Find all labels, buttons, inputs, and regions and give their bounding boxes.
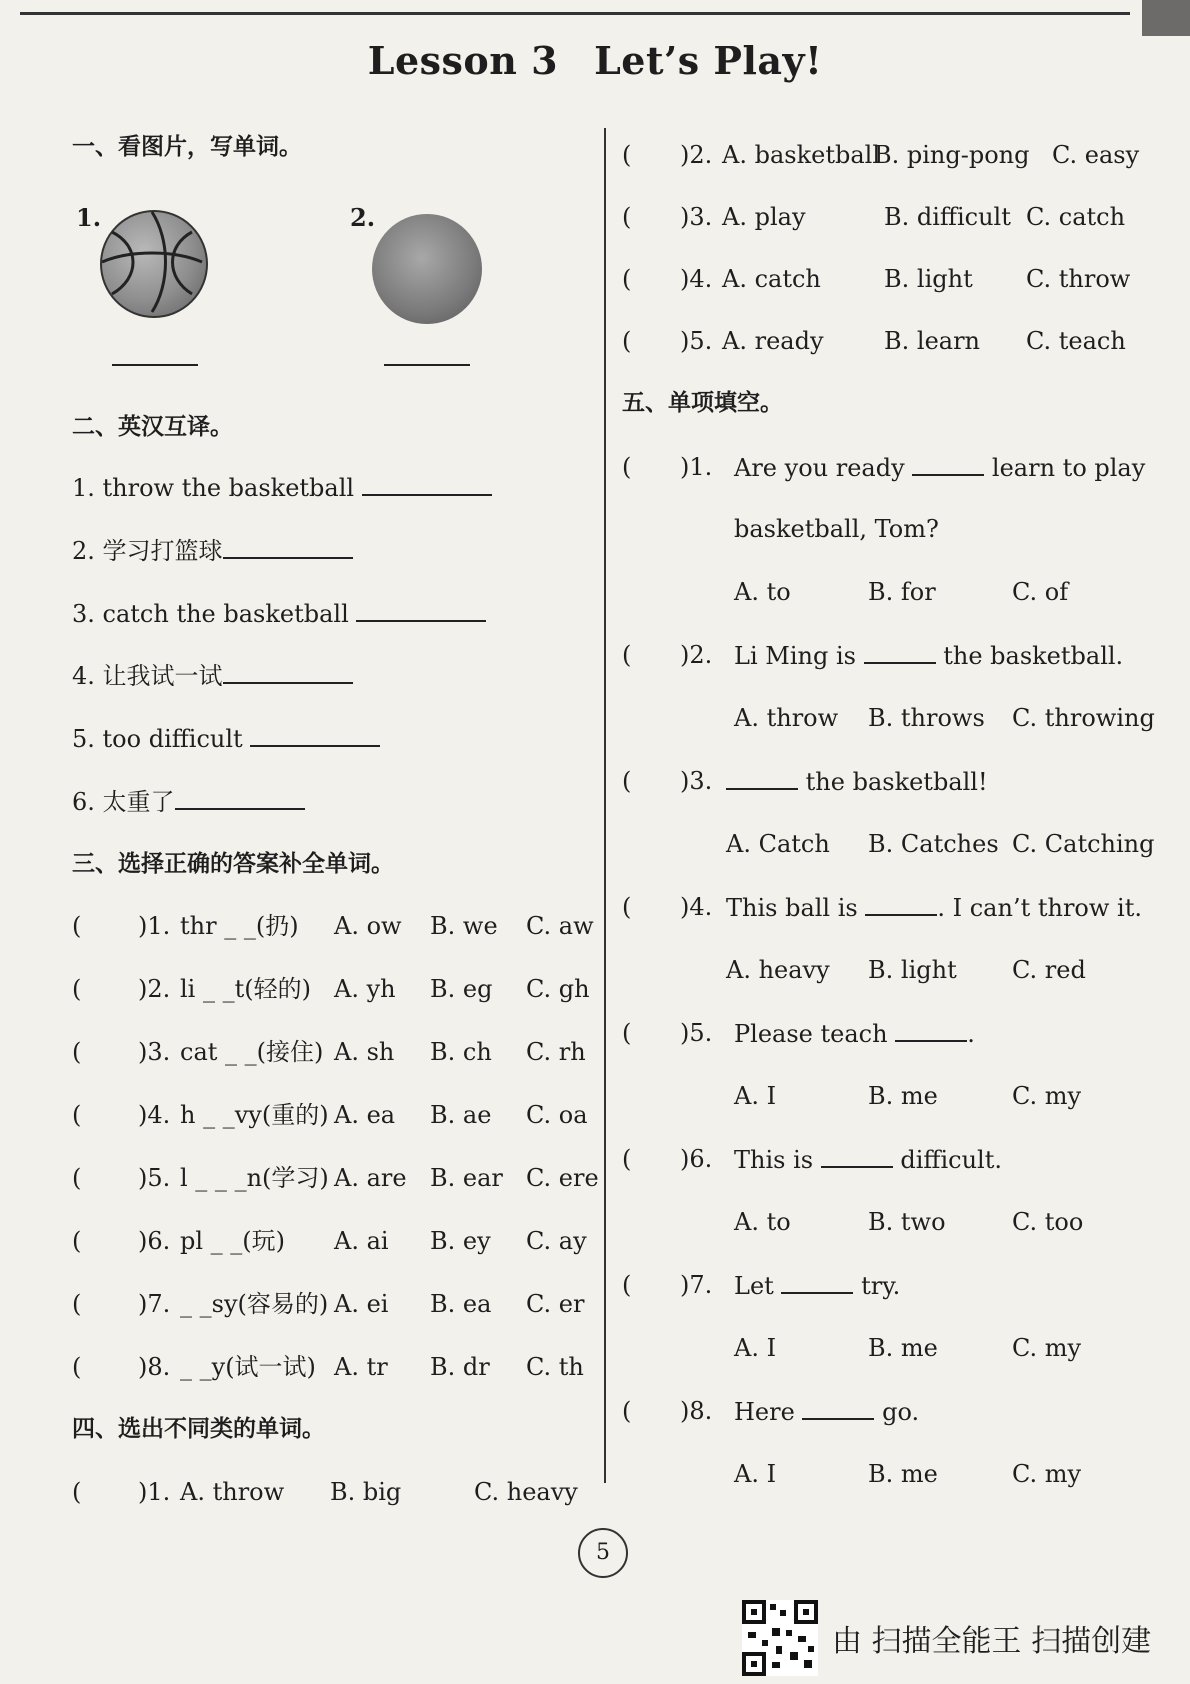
option-c: C. of (1012, 578, 1069, 606)
word-stem: pl _ _(玩) (180, 1227, 286, 1255)
option-a: A. tr (334, 1353, 388, 1381)
option-a: A. sh (334, 1038, 395, 1066)
question-number: )5. (680, 327, 713, 355)
option-b: B. ping-pong (874, 141, 1030, 169)
picture-2-number: 2. (350, 203, 376, 232)
answer-blank[interactable] (250, 723, 380, 747)
answer-blank-1[interactable] (112, 342, 198, 366)
option-b: B. me (868, 1082, 938, 1110)
word-stem: li _ _t(轻的) (180, 975, 311, 1003)
option-c: C. Catching (1012, 830, 1155, 858)
option-a: A. ai (334, 1227, 389, 1255)
answer-paren[interactable]: ( (622, 641, 632, 669)
option-b: B. for (868, 578, 936, 606)
translate-item: 4. 让我试一试 (72, 660, 353, 691)
option-b: B. ch (430, 1038, 492, 1066)
answer-blank[interactable] (223, 535, 353, 559)
option-a: A. catch (722, 265, 821, 293)
answer-paren[interactable]: ( (622, 1271, 632, 1299)
answer-paren[interactable]: ( (72, 1290, 82, 1318)
question-number: )6. (138, 1227, 171, 1255)
option-a: A. are (334, 1164, 407, 1192)
option-b: B. throws (868, 704, 985, 732)
answer-paren[interactable]: ( (622, 767, 632, 795)
answer-blank[interactable] (865, 892, 937, 916)
option-c: C. red (1012, 956, 1086, 984)
question-number: )2. (680, 141, 713, 169)
option-a: A. I (734, 1334, 777, 1362)
translate-item: 6. 太重了 (72, 786, 305, 817)
answer-paren[interactable]: ( (622, 1019, 632, 1047)
option-c: C. ay (526, 1227, 587, 1255)
page-title (0, 38, 1190, 83)
corner-tab (1142, 0, 1190, 36)
page-number: 5 (578, 1528, 628, 1578)
question-text: the basketball! (726, 766, 988, 797)
option-b: B. ae (430, 1101, 492, 1129)
option-c: C. easy (1052, 141, 1140, 169)
top-rule (20, 12, 1130, 15)
answer-paren[interactable]: ( (72, 1353, 82, 1381)
option-b: B. ea (430, 1290, 492, 1318)
option-c: C. oa (526, 1101, 588, 1129)
option-c: C. aw (526, 912, 594, 940)
option-b: B. big (330, 1478, 402, 1506)
translate-item: 2. 学习打篮球 (72, 535, 353, 566)
answer-blank[interactable] (821, 1144, 893, 1168)
option-b: B. ear (430, 1164, 503, 1192)
question-text: Are you ready learn to play (734, 454, 1146, 482)
option-a: A. ei (334, 1290, 389, 1318)
answer-blank[interactable] (912, 452, 984, 476)
answer-blank[interactable] (726, 766, 798, 790)
answer-blank[interactable] (362, 472, 492, 496)
question-text: Li Ming is the basketball. (734, 642, 1124, 670)
answer-paren[interactable]: ( (72, 1038, 82, 1066)
question-number: )5. (138, 1164, 171, 1192)
option-b: B. two (868, 1208, 946, 1236)
option-a: A. ready (722, 327, 824, 355)
picture-1-number: 1. (76, 203, 102, 232)
option-a: A. throw (734, 704, 839, 732)
question-number: )4. (138, 1101, 171, 1129)
option-a: A. throw (180, 1478, 285, 1506)
section-1-heading: 一、看图片，写单词。 (72, 134, 302, 160)
option-b: B. me (868, 1334, 938, 1362)
question-number: )7. (138, 1290, 171, 1318)
option-a: A. Catch (726, 830, 830, 858)
answer-paren[interactable]: ( (72, 1227, 82, 1255)
option-c: C. er (526, 1290, 585, 1318)
ping-pong-ball-picture (372, 214, 482, 324)
word-stem: _ _sy(容易的) (180, 1290, 329, 1318)
question-number: )4. (680, 893, 713, 921)
option-c: C. my (1012, 1460, 1082, 1488)
word-stem: thr _ _(扔) (180, 912, 299, 940)
section-5-heading: 五、单项填空。 (622, 390, 783, 416)
question-number: )4. (680, 265, 713, 293)
answer-blank[interactable] (895, 1018, 967, 1042)
answer-paren[interactable]: ( (622, 203, 632, 231)
option-c: C. th (526, 1353, 584, 1381)
scanner-watermark: 由 扫描全能王 扫描创建 (832, 1624, 1152, 1659)
option-c: C. my (1012, 1082, 1082, 1110)
answer-blank-2[interactable] (384, 342, 470, 366)
option-a: A. play (722, 203, 806, 231)
question-number: )1. (680, 453, 713, 481)
question-text: Please teach . (734, 1020, 975, 1048)
question-number: )1. (138, 1478, 171, 1506)
option-b: B. difficult (884, 203, 1011, 231)
option-c: C. too (1012, 1208, 1084, 1236)
answer-blank[interactable] (781, 1270, 853, 1294)
question-number: )1. (138, 912, 171, 940)
option-a: A. to (734, 1208, 791, 1236)
answer-paren[interactable]: ( (622, 453, 632, 481)
option-a: A. heavy (726, 956, 830, 984)
option-c: C. heavy (474, 1478, 578, 1506)
translate-item: 5. too difficult (72, 723, 380, 754)
word-stem: _ _y(试一试) (180, 1353, 316, 1381)
section-3-heading: 三、选择正确的答案补全单词。 (72, 851, 394, 877)
option-c: C. catch (1026, 203, 1126, 231)
option-b: B. learn (884, 327, 981, 355)
answer-paren[interactable]: ( (622, 327, 632, 355)
question-number: )2. (680, 641, 713, 669)
answer-blank[interactable] (356, 598, 486, 622)
section-2-heading: 二、英汉互译。 (72, 414, 233, 440)
option-b: B. me (868, 1460, 938, 1488)
answer-paren[interactable]: ( (622, 141, 632, 169)
word-stem: cat _ _(接住) (180, 1038, 324, 1066)
question-number: )8. (680, 1397, 713, 1425)
basketball-picture (100, 210, 208, 318)
lesson-name: Let’s Play! (594, 38, 823, 83)
translate-item: 1. throw the basketball (72, 472, 492, 503)
question-text: Let try. (734, 1272, 901, 1300)
question-text: This ball is . I can’t throw it. (726, 894, 1142, 922)
answer-paren[interactable]: ( (622, 893, 632, 921)
option-a: A. I (734, 1460, 777, 1488)
question-text-continued: basketball, Tom? (734, 515, 939, 543)
question-number: )6. (680, 1145, 713, 1173)
word-stem: h _ _vy(重的) (180, 1101, 329, 1129)
question-number: )8. (138, 1353, 171, 1381)
option-b: B. light (868, 956, 957, 984)
option-c: C. ere (526, 1164, 599, 1192)
question-number: )2. (138, 975, 171, 1003)
option-b: B. Catches (868, 830, 999, 858)
question-number: )3. (680, 203, 713, 231)
translate-item: 3. catch the basketball (72, 598, 486, 629)
question-number: )5. (680, 1019, 713, 1047)
option-c: C. throw (1026, 265, 1131, 293)
column-divider (604, 128, 606, 1483)
question-number: )3. (138, 1038, 171, 1066)
option-b: B. light (884, 265, 973, 293)
answer-blank[interactable] (864, 640, 936, 664)
answer-blank[interactable] (223, 660, 353, 684)
answer-blank[interactable] (802, 1396, 874, 1420)
answer-paren[interactable]: ( (622, 1397, 632, 1425)
option-c: C. gh (526, 975, 590, 1003)
answer-paren[interactable]: ( (72, 975, 82, 1003)
option-b: B. ey (430, 1227, 491, 1255)
answer-paren[interactable]: ( (72, 1164, 82, 1192)
answer-paren[interactable]: ( (72, 912, 82, 940)
qr-code-icon (742, 1600, 818, 1676)
answer-paren[interactable]: ( (622, 1145, 632, 1173)
option-b: B. dr (430, 1353, 490, 1381)
question-text: This is difficult. (734, 1146, 1002, 1174)
answer-paren[interactable]: ( (72, 1101, 82, 1129)
option-b: B. eg (430, 975, 493, 1003)
option-a: A. I (734, 1082, 777, 1110)
option-c: C. teach (1026, 327, 1126, 355)
section-4-heading: 四、选出不同类的单词。 (72, 1416, 325, 1442)
question-text: Here go. (734, 1398, 920, 1426)
question-number: )3. (680, 767, 713, 795)
question-number: )7. (680, 1271, 713, 1299)
lesson-label: Lesson 3 (367, 38, 559, 83)
option-c: C. my (1012, 1334, 1082, 1362)
answer-paren[interactable]: ( (72, 1478, 82, 1506)
option-a: A. to (734, 578, 791, 606)
option-a: A. ea (334, 1101, 396, 1129)
option-a: A. basketball (722, 141, 880, 169)
option-c: C. throwing (1012, 704, 1155, 732)
word-stem: l _ _ _n(学习) (180, 1164, 329, 1192)
option-a: A. ow (334, 912, 402, 940)
option-a: A. yh (334, 975, 396, 1003)
option-b: B. we (430, 912, 498, 940)
answer-blank[interactable] (175, 786, 305, 810)
answer-paren[interactable]: ( (622, 265, 632, 293)
option-c: C. rh (526, 1038, 586, 1066)
